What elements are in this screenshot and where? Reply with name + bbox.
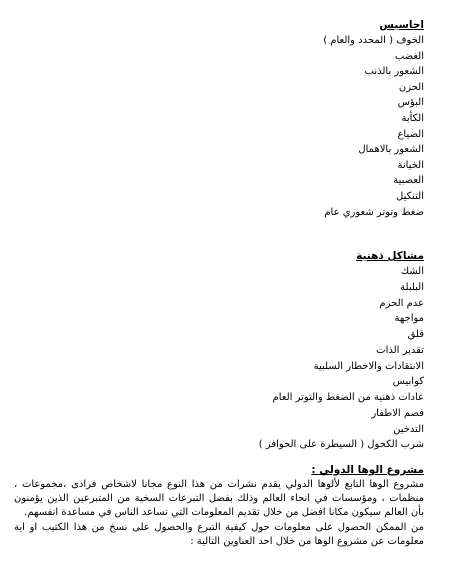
list-item: الشعور بالذنب bbox=[364, 66, 424, 78]
feelings-section bbox=[14, 18, 424, 220]
list-item: ضغط وتوتر شعوري عام bbox=[324, 206, 424, 218]
mental-problems-heading: مشاكل ذهنية bbox=[356, 250, 424, 262]
mental-problems-list bbox=[14, 264, 424, 453]
feelings-heading: احاسيس bbox=[379, 19, 424, 31]
project-contact-paragraph: من الممكن الحصول على معلومات حول كيفية التبرع والحصول على نسخ من هذا الكتيب او اية معلومات عن مشروع الوها من خلال احد العناوين التالية : bbox=[14, 521, 424, 547]
list-item: الغضب bbox=[394, 50, 424, 62]
project-paragraph: مشروع الوها التابع لألوها الدولي يقدم نشرات من هذا النوع مجانا لاشخاص فرادى ،مجموعات ، منظمات ، ومؤسسات في انحاء العالم وذلك بفضل التبرعات السخية من المتبرعين الذين يؤمنون بأن العالم سيكون مكانا افضل من خلال تقديم المعلومات التي تساعد الناس في مساعدة انفسهم. bbox=[14, 479, 424, 519]
list-item: تقدير الذات bbox=[376, 344, 424, 356]
list-item: عدم الحزم bbox=[379, 297, 424, 309]
list-item: الحزن bbox=[398, 81, 424, 93]
list-item: التنكيل bbox=[396, 190, 424, 202]
list-item: التدخين bbox=[393, 423, 424, 435]
list-item: البلبلة bbox=[400, 281, 424, 293]
feelings-list bbox=[14, 33, 424, 220]
list-item: الكأبة bbox=[401, 112, 424, 124]
mental-problems-section bbox=[14, 249, 424, 453]
list-item: الخيانة bbox=[397, 159, 424, 171]
list-item: شرب الكحول ( السيطرة على الحوافز ) bbox=[258, 439, 424, 451]
list-item: كوابيس bbox=[392, 376, 424, 388]
list-item: عادات ذهنية من الضغط والتوتر العام bbox=[272, 392, 424, 403]
list-item: الانتقادات والاخطار السلبية bbox=[313, 360, 424, 372]
list-item: فصم الاطفار bbox=[371, 407, 424, 419]
project-heading: مشروع الوها الدولي : bbox=[311, 464, 424, 476]
list-item: الشك bbox=[400, 266, 424, 277]
list-item: العصبية bbox=[393, 175, 424, 187]
list-item: الشعور بالاهمال bbox=[358, 144, 424, 156]
list-item: البؤس bbox=[397, 97, 424, 109]
project-section bbox=[14, 463, 424, 549]
list-item: مواجهة bbox=[394, 313, 424, 325]
list-item: قلق bbox=[407, 329, 424, 340]
list-item: الضياع bbox=[397, 128, 424, 140]
list-item: الخوف ( المحدد والعام ) bbox=[323, 35, 424, 46]
